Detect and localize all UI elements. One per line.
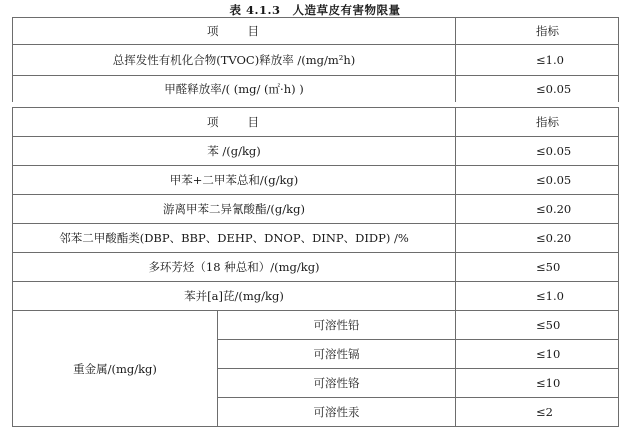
row-item: 邻苯二甲酸酯类(DBP、BBP、DEHP、DNOP、DINP、DIDP) /% bbox=[13, 224, 456, 253]
row-value: ≤50 bbox=[456, 253, 619, 282]
row-value: ≤0.05 bbox=[456, 137, 619, 166]
table-header-row bbox=[13, 108, 619, 137]
table-row bbox=[13, 45, 619, 76]
row-item: 甲苯+二甲苯总和/(g/kg) bbox=[13, 166, 456, 195]
row-value: ≤0.20 bbox=[456, 195, 619, 224]
metal-value: ≤10 bbox=[456, 340, 619, 369]
row-value: ≤1.0 bbox=[456, 282, 619, 311]
table-row bbox=[13, 76, 619, 102]
table-header-row bbox=[13, 18, 619, 45]
row-item: 总挥发性有机化合物(TVOC)释放率 /(mg/m²h) bbox=[13, 45, 456, 76]
header-item: 项 目 bbox=[13, 18, 456, 45]
table-row bbox=[13, 282, 619, 311]
row-item: 游离甲苯二异氰酸酯/(g/kg) bbox=[13, 195, 456, 224]
row-item: 多环芳烃（18 种总和）/(mg/kg) bbox=[13, 253, 456, 282]
row-item: 苯 /(g/kg) bbox=[13, 137, 456, 166]
metal-value: ≤50 bbox=[456, 311, 619, 340]
table-row bbox=[13, 311, 619, 340]
metal-name: 可溶性铬 bbox=[218, 369, 456, 398]
row-item: 苯并[a]芘/(mg/kg) bbox=[13, 282, 456, 311]
table-title: 表 4.1.3 人造草皮有害物限量 bbox=[229, 3, 401, 17]
header-item: 项 目 bbox=[13, 108, 456, 137]
row-value: ≤1.0 bbox=[456, 45, 619, 76]
metal-name: 可溶性汞 bbox=[218, 398, 456, 427]
row-value: ≤0.20 bbox=[456, 224, 619, 253]
row-value: ≤0.05 bbox=[456, 166, 619, 195]
table-row bbox=[13, 224, 619, 253]
row-value: ≤0.05 bbox=[456, 76, 619, 102]
metal-name: 可溶性铅 bbox=[218, 311, 456, 340]
metal-value: ≤2 bbox=[456, 398, 619, 427]
row-item: 甲醛释放率/( (mg/ (㎡·h) ) bbox=[13, 76, 456, 102]
table-row bbox=[13, 137, 619, 166]
table-row bbox=[13, 195, 619, 224]
metal-name: 可溶性镉 bbox=[218, 340, 456, 369]
heavy-metal-label: 重金属/(mg/kg) bbox=[13, 311, 218, 427]
emission-table bbox=[12, 17, 619, 102]
header-value: 指标 bbox=[456, 108, 619, 137]
header-value: 指标 bbox=[456, 18, 619, 45]
table-row bbox=[13, 166, 619, 195]
metal-value: ≤10 bbox=[456, 369, 619, 398]
table-row bbox=[13, 253, 619, 282]
hazard-limit-table bbox=[12, 107, 619, 427]
